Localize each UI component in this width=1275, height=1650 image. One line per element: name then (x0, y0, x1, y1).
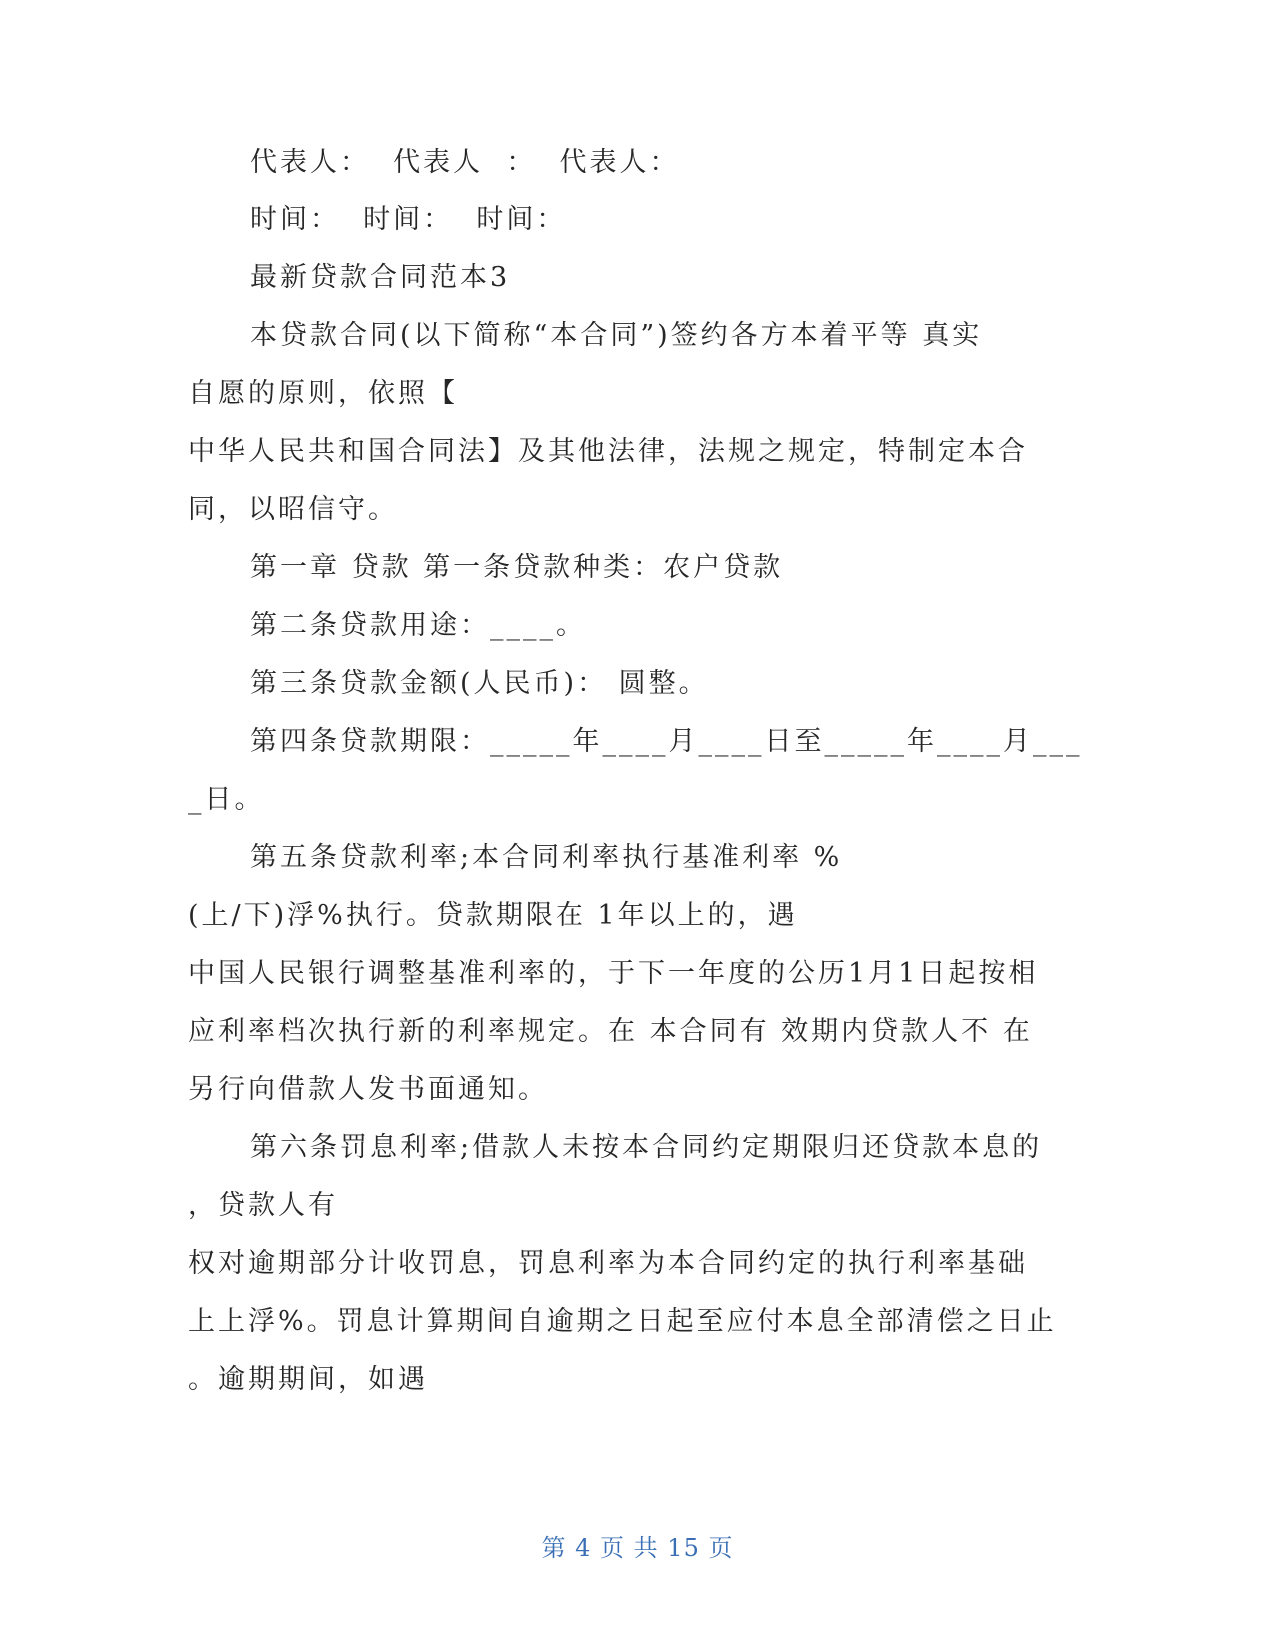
paragraph-line: 中华人民共和国合同法】及其他法律，法规之规定，特制定本合 (188, 436, 1028, 467)
article-1-line: 第一章 贷款 第一条贷款种类：农户贷款 (250, 552, 784, 583)
paragraph-line: (上/下)浮%执行。贷款期限在 1年以上的，遇 (188, 900, 798, 931)
time-line: 时间： 时间： 时间： (250, 204, 567, 235)
page-number-footer: 第 4 页 共 15 页 (541, 1534, 734, 1562)
paragraph-line: 上上浮%。罚息计算期间自逾期之日起至应付本息全部清偿之日止 (188, 1306, 1057, 1337)
paragraph-line: 自愿的原则，依照【 (188, 378, 458, 409)
representative-line: 代表人： 代表人 ： 代表人： (250, 147, 680, 178)
article-5-line: 第五条贷款利率;本合同利率执行基准利率 % (250, 842, 843, 873)
paragraph-line: 应利率档次执行新的利率规定。在 本合同有 效期内贷款人不 在 (188, 1016, 1033, 1047)
article-3-line: 第三条贷款金额(人民币)： 圆整。 (250, 668, 709, 699)
section-title: 最新贷款合同范本3 (250, 262, 511, 293)
paragraph-line: 另行向借款人发书面通知。 (188, 1074, 548, 1105)
article-6-line: 第六条罚息利率;借款人未按本合同约定期限归还贷款本息的 (250, 1132, 1043, 1163)
paragraph-line: 权对逾期部分计收罚息，罚息利率为本合同约定的执行利率基础 (188, 1248, 1028, 1279)
article-2-line: 第二条贷款用途：____。 (250, 610, 586, 641)
paragraph-line: ，贷款人有 (188, 1190, 338, 1221)
article-4-continuation: _日。 (188, 784, 265, 815)
article-4-line: 第四条贷款期限：_____年____月____日至_____年____月___ (250, 726, 1083, 757)
paragraph-line: 本贷款合同(以下简称“本合同”)签约各方本着平等 真实 (250, 320, 983, 351)
paragraph-line: 。逾期期间，如遇 (188, 1364, 428, 1395)
paragraph-line: 同，以昭信守。 (188, 494, 398, 525)
paragraph-line: 中国人民银行调整基准利率的，于下一年度的公历1月1日起按相 (188, 958, 1039, 989)
